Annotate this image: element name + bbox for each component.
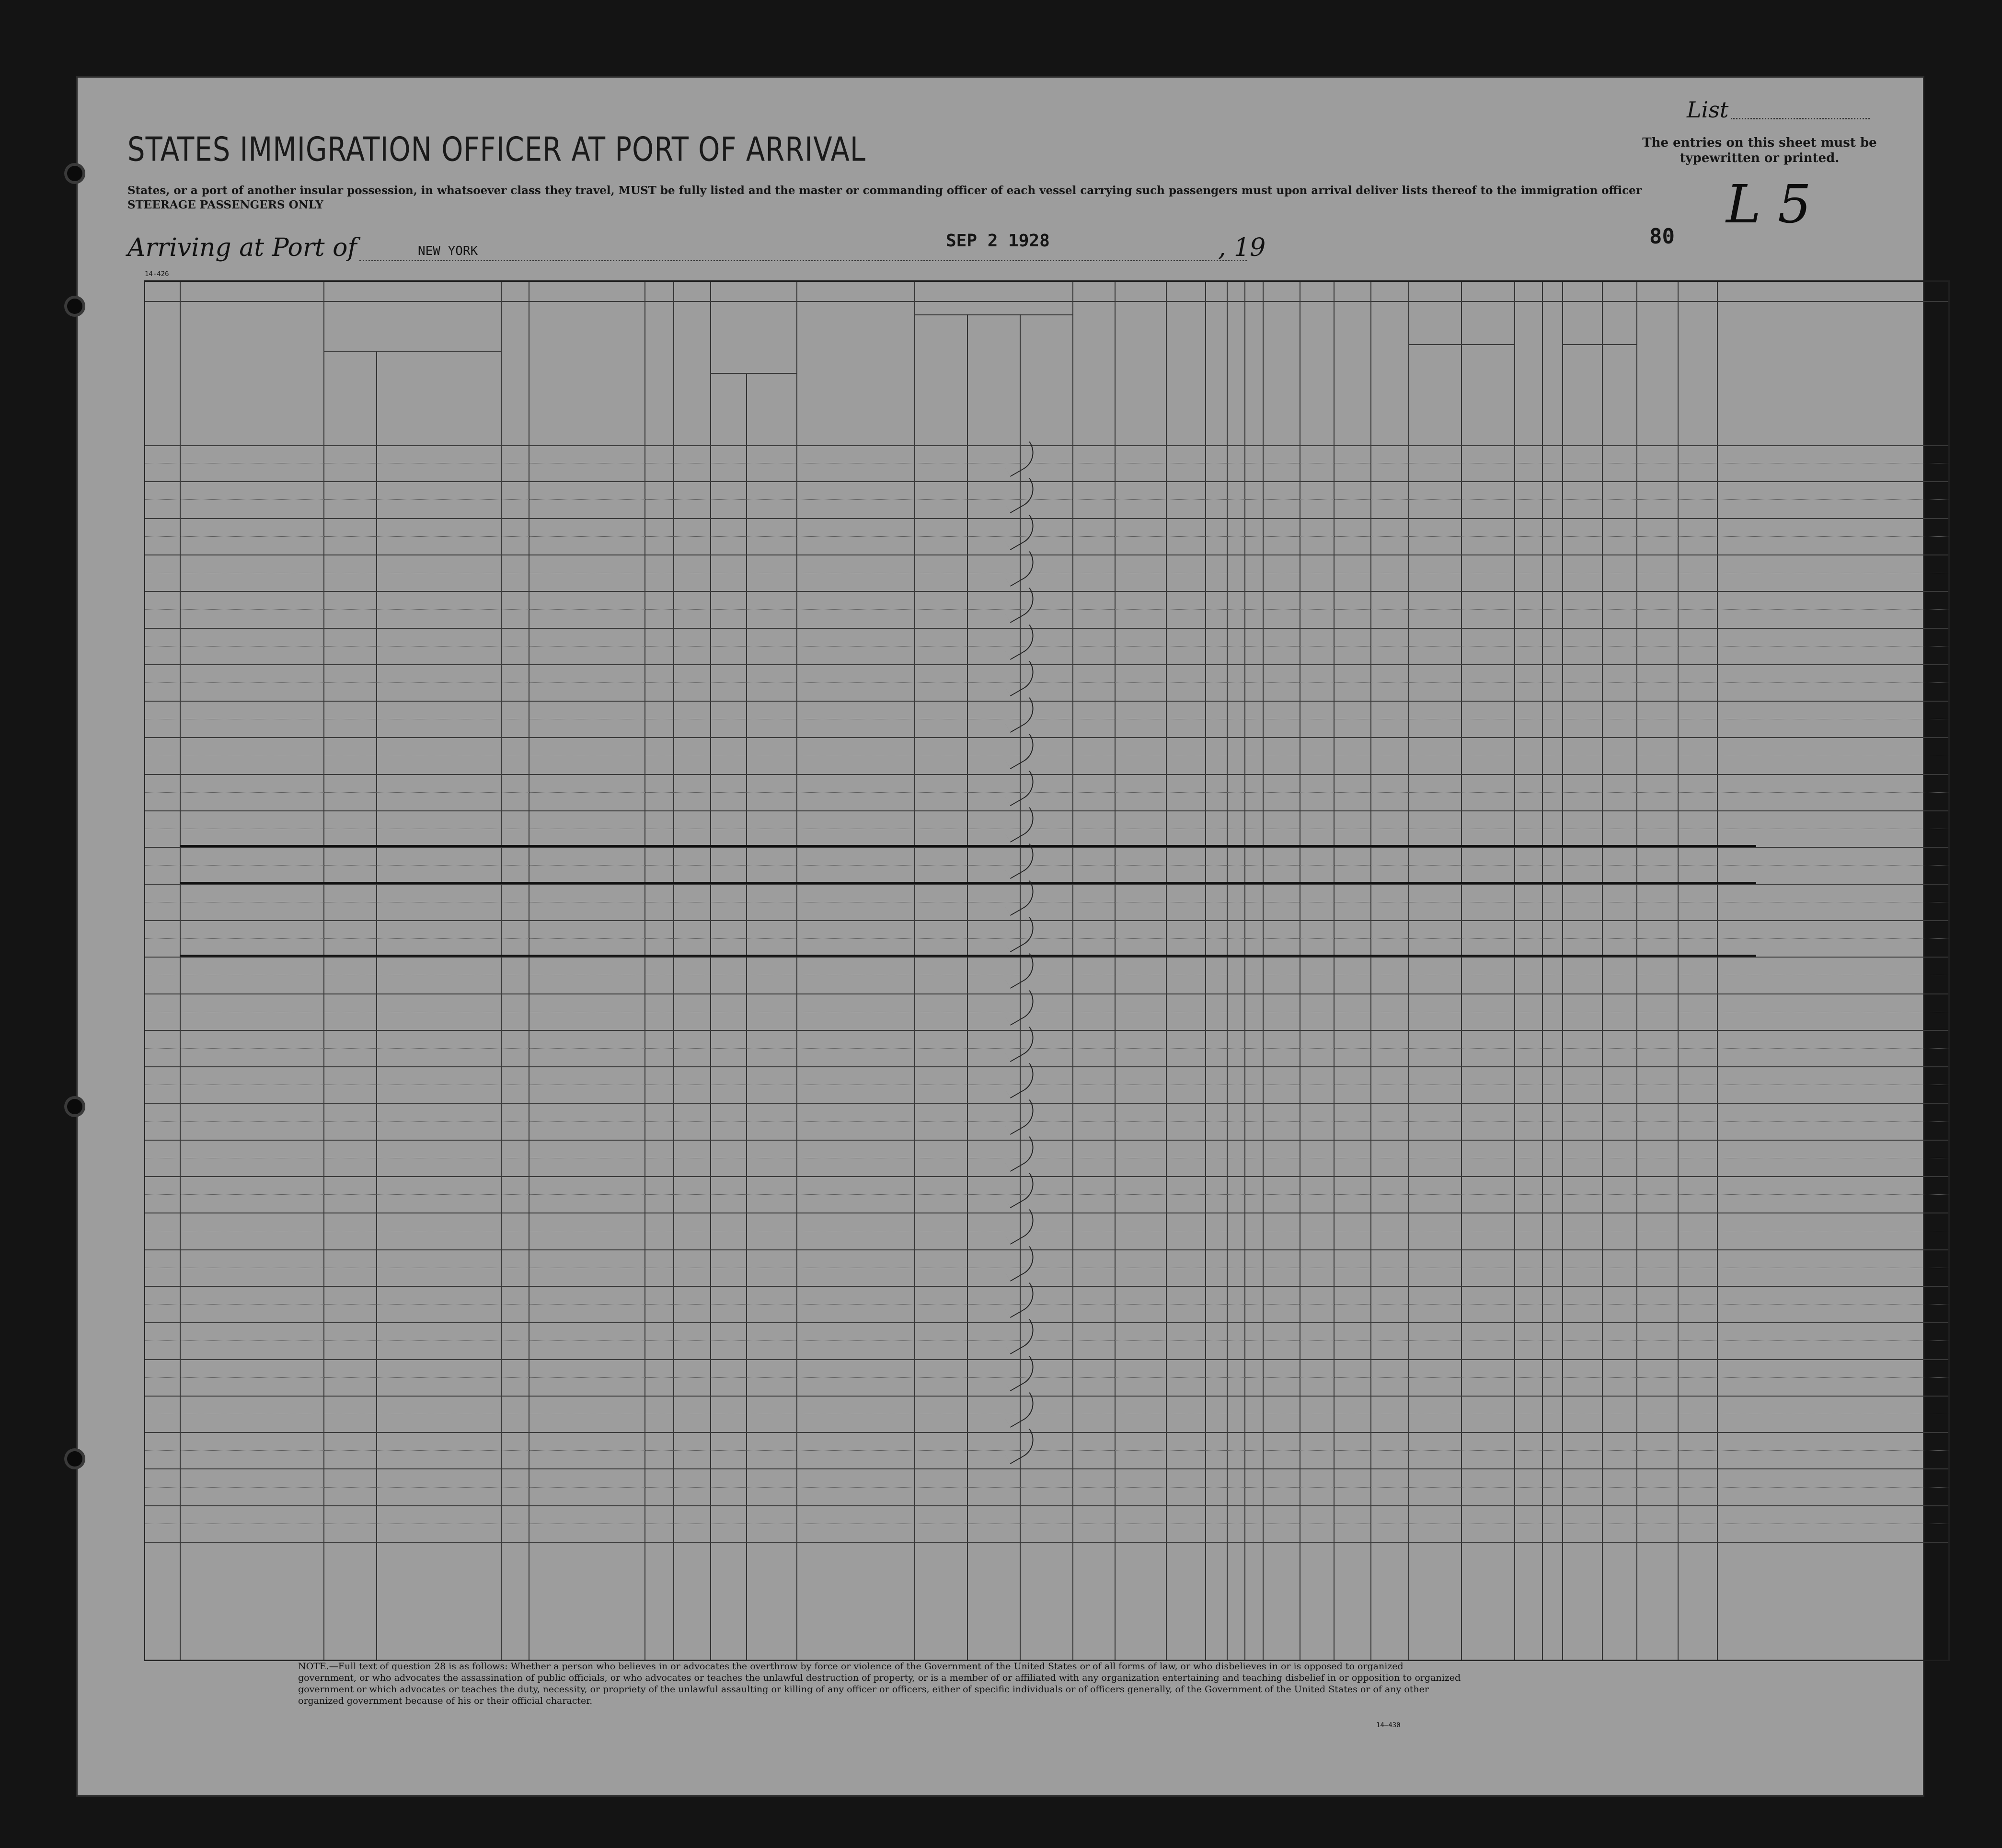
column-rule	[1166, 282, 1167, 1660]
punch-hole	[64, 1096, 85, 1117]
row-rule	[145, 1286, 1948, 1287]
sheet-number: 80	[1649, 224, 1675, 249]
row-rule	[145, 847, 1948, 848]
list-underline	[1731, 118, 1870, 119]
header-col30	[1305, 320, 1324, 438]
header-col29	[1266, 320, 1296, 438]
header-rule	[1408, 344, 1514, 345]
port-value: NEW YORK	[418, 244, 478, 258]
row-rule	[145, 1432, 1948, 1433]
column-rule	[710, 282, 711, 1660]
row-rule	[145, 1359, 1948, 1360]
row-rule	[145, 1322, 1948, 1323]
header-rule	[1562, 344, 1636, 345]
passenger-table	[144, 280, 1950, 1661]
row-rule	[145, 810, 1948, 811]
row-rule	[145, 1066, 1948, 1067]
row-rule	[145, 1542, 1948, 1543]
row-midline	[145, 1194, 1948, 1195]
row-rule	[145, 884, 1948, 885]
column-rule	[501, 282, 502, 1660]
row-rule	[145, 664, 1948, 665]
column-rule	[180, 282, 181, 1660]
column-rule	[796, 282, 797, 1660]
row-rule	[145, 1176, 1948, 1177]
column-rule	[746, 373, 747, 1660]
header-purpose-b	[969, 320, 989, 438]
row-rule	[145, 628, 1948, 629]
row-rule	[145, 1505, 1948, 1506]
row-midline	[145, 1121, 1948, 1122]
row-rule	[145, 518, 1948, 519]
row-rule	[145, 1468, 1948, 1469]
row-rule	[145, 993, 1948, 994]
column-rule	[1334, 282, 1335, 1660]
strike-through-line	[180, 882, 1756, 884]
column-rule	[1244, 282, 1245, 1660]
header-col27	[1175, 320, 1195, 438]
row-rule	[145, 1396, 1948, 1397]
header-col28	[1210, 320, 1258, 438]
row-midline	[145, 499, 1948, 500]
column-rule	[1562, 282, 1563, 1660]
column-rule	[1678, 282, 1679, 1660]
row-midline	[145, 1304, 1948, 1305]
row-midline	[145, 646, 1948, 647]
row-midline	[145, 1377, 1948, 1378]
handwritten-mark: L 5	[1726, 173, 1811, 235]
column-rule	[1205, 282, 1206, 1660]
row-midline	[145, 1487, 1948, 1488]
column-rule	[673, 282, 674, 1660]
header-possession	[648, 308, 669, 438]
row-midline	[145, 609, 1948, 610]
column-rule	[376, 351, 377, 1660]
footnote: NOTE.—Full text of question 28 is as follows: Whether a person who believes in or advocates the overthrow by force or violence of the Government of the United States or of all forms of law, or who disbelieves in or is opposed to organized government, or who advocates the assassination of public officials, or who advocates or teaches the unlawful destruction of property, or is a member of or affiliated with any organization entertaining and teaching disbelief in or opposition to organized government or which advocates or teaches the duty, necessity, or propriety of the unlawful assaulting or killing of any officer or officers, either of specific individuals or of officers generally, of the Government of the United States or of any other organized government because of his or their official character.	[298, 1661, 1461, 1706]
row-rule	[145, 481, 1948, 482]
strike-through-line	[180, 955, 1756, 957]
column-rule	[914, 282, 915, 1660]
typewritten-note: The entries on this sheet must be typewritten or printed.	[1642, 136, 1877, 165]
punch-hole	[64, 296, 85, 317]
column-rule	[1115, 282, 1116, 1660]
column-rule	[1461, 282, 1462, 1660]
header-col25	[1076, 320, 1109, 438]
instruction-line: States, or a port of another insular possession, in whatsoever class they travel, MUST be fully listed and the master or commanding officer of each vessel carrying such passengers must upon arrival deliver lists thereof to the immigration officer	[127, 184, 1642, 197]
column-rule	[1514, 282, 1515, 1660]
date-underline	[868, 260, 1247, 261]
header-purpose-c	[1022, 320, 1041, 438]
column-rule	[1542, 282, 1543, 1660]
punch-hole	[64, 1448, 85, 1469]
row-midline	[145, 1048, 1948, 1049]
row-rule	[145, 1103, 1948, 1104]
row-midline	[145, 792, 1948, 793]
row-rule	[145, 957, 1948, 958]
header-bottom-rule	[145, 445, 1948, 446]
port-underline	[359, 260, 922, 261]
column-rule	[1636, 282, 1637, 1660]
row-rule	[145, 774, 1948, 775]
row-midline	[145, 1450, 1948, 1451]
column-rule	[1072, 282, 1073, 1660]
strike-through-line	[180, 845, 1756, 847]
column-rule	[323, 282, 324, 1660]
header-ticket	[504, 308, 525, 438]
column-rule	[1227, 282, 1228, 1660]
column-rule	[1263, 282, 1264, 1660]
arriving-label: Arriving at Port of	[127, 233, 357, 262]
year-label: , 19	[1218, 233, 1266, 262]
row-midline	[145, 1340, 1948, 1341]
row-midline	[145, 682, 1948, 683]
column-rule	[1602, 282, 1603, 1660]
header-col26	[1131, 320, 1151, 438]
header-rule	[914, 314, 1072, 315]
column-rule	[644, 282, 645, 1660]
row-rule	[145, 591, 1948, 592]
row-rule	[145, 920, 1948, 921]
row-rule	[145, 701, 1948, 702]
form-code: 14-426	[145, 270, 169, 278]
header-purpose-a	[918, 320, 937, 438]
list-label: List	[1687, 97, 1729, 123]
header-rule	[145, 301, 1948, 302]
punch-hole	[64, 163, 85, 184]
header-rule	[323, 351, 501, 352]
row-midline	[145, 865, 1948, 866]
row-midline	[145, 536, 1948, 537]
row-rule	[145, 737, 1948, 738]
manifest-sheet	[78, 78, 1923, 1795]
column-rule	[1717, 282, 1718, 1660]
row-rule	[145, 1140, 1948, 1141]
footer-code: 14—430	[1376, 1721, 1401, 1729]
steerage-label: STEERAGE PASSENGERS ONLY	[127, 198, 323, 211]
date-value: SEP 2 1928	[946, 231, 1050, 251]
row-midline	[145, 938, 1948, 939]
row-rule	[145, 1249, 1948, 1250]
row-rule	[145, 1030, 1948, 1031]
column-rule	[1370, 282, 1371, 1660]
column-rule	[967, 314, 968, 1660]
page-title: STATES IMMIGRATION OFFICER AT PORT OF ARRIVAL	[127, 131, 866, 169]
row-rule	[145, 554, 1948, 555]
column-rule	[1408, 282, 1409, 1660]
header-rule	[710, 373, 796, 374]
